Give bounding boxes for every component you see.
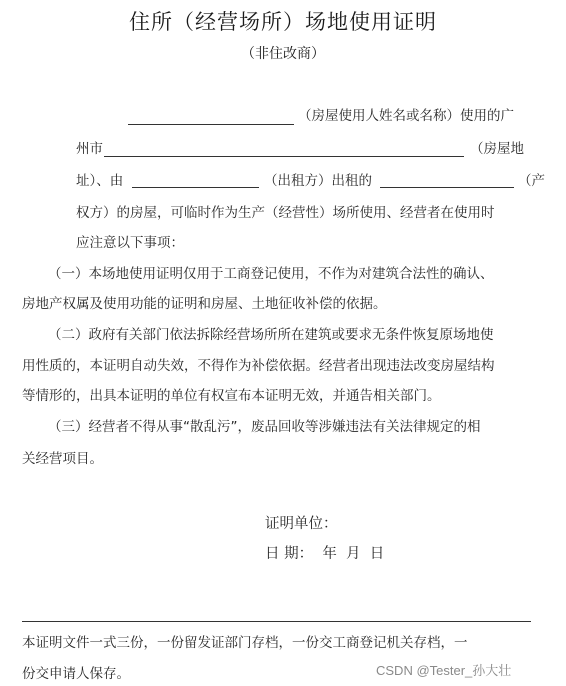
body-line-2-suffix: （房屋地	[470, 141, 524, 157]
item-2-line-2: 用性质的，本证明自动失效，不得作为补偿依据。经营者出现违法改变房屋结构	[22, 358, 495, 374]
footer-line-1: 本证明文件一式三份，一份留发证部门存档，一份交工商登记机关存档，一	[22, 635, 468, 651]
body-line-3-middle: （出租方）出租的	[264, 173, 372, 189]
user-name-blank	[128, 124, 294, 125]
lessor-blank	[132, 187, 259, 188]
date-label: 日 期： 年 月 日	[265, 546, 385, 562]
body-line-2-prefix: 州市	[76, 141, 103, 157]
item-3-line-1: （三）经营者不得从事“散乱污”，废品回收等涉嫌违法有关法律规定的相	[48, 419, 481, 435]
document-subtitle: （非住改商）	[241, 46, 325, 62]
item-1-line-1: （一）本场地使用证明仅用于工商登记使用，不作为对建筑合法性的确认、	[48, 266, 494, 282]
address-blank	[104, 156, 464, 157]
body-line-4: 权方）的房屋，可临时作为生产（经营性）场所使用、经营者在使用时	[76, 205, 495, 221]
body-line-5: 应注意以下事项：	[76, 235, 184, 251]
footer-line-2: 份交申请人保存。	[22, 666, 130, 682]
body-line-3-suffix: （产	[518, 173, 545, 189]
body-line-1: （房屋使用人姓名或名称）使用的广	[298, 108, 514, 124]
item-2-line-1: （二）政府有关部门依法拆除经营场所所在建筑或要求无条件恢复原场地使	[48, 327, 494, 343]
certifying-unit-label: 证明单位：	[265, 516, 338, 532]
footer-divider	[22, 621, 531, 622]
item-3-line-2: 关经营项目。	[22, 451, 103, 467]
item-1-line-2: 房地产权属及使用功能的证明和房屋、土地征收补偿的依据。	[22, 296, 387, 312]
item-2-line-3: 等情形的，出具本证明的单位有权宣布本证明无效，并通告相关部门。	[22, 388, 441, 404]
body-line-3-prefix: 址）、由	[76, 173, 124, 189]
document-title: 住所（经营场所）场地使用证明	[129, 10, 437, 34]
csdn-watermark: CSDN @Tester_孙大壮	[376, 663, 512, 678]
property-owner-blank	[380, 187, 514, 188]
